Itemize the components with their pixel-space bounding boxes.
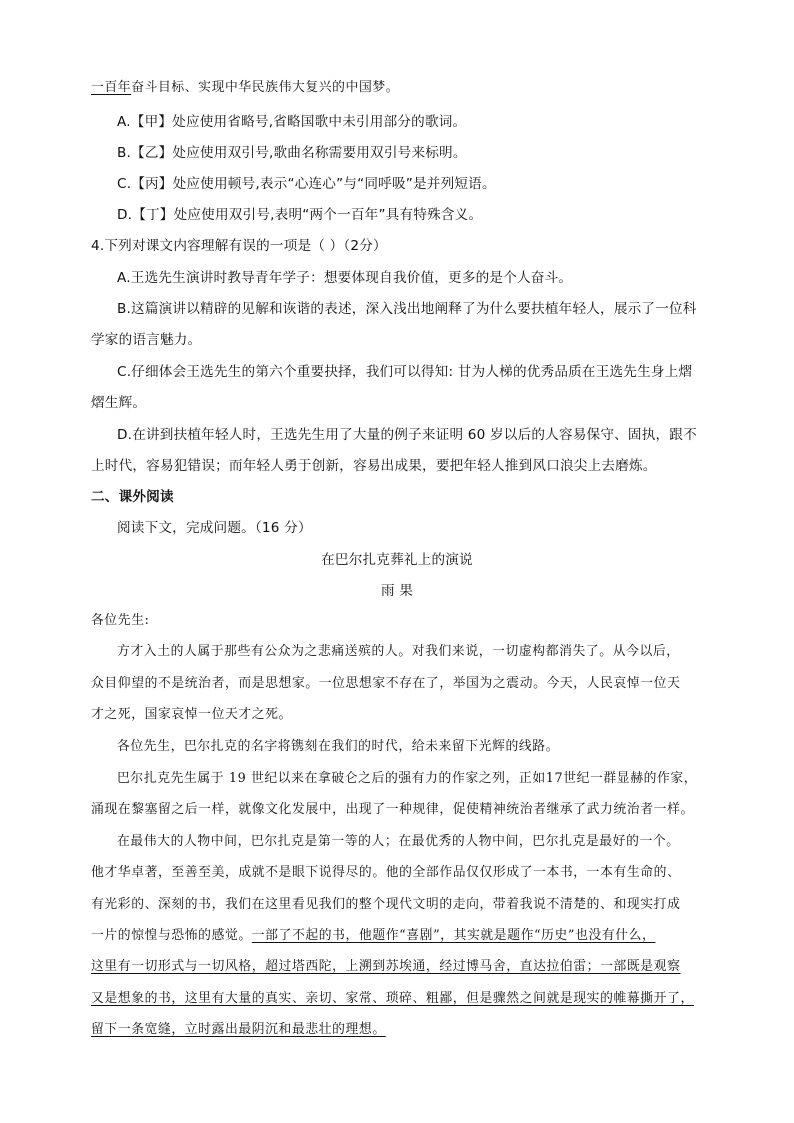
q4-option-d-line2: 上时代，容易犯错误；而年轻人勇于创新，容易出成果，要把年轻人推到风口浪尖上去磨炼。 [91,458,657,474]
q4-option-b-line2: 学家的语言魅力。 [91,332,202,348]
speech-p4-line5: 这里有一切形式与一切风格，超过塔西陀，上溯到苏埃通，经过博马舍，直达拉伯雷；一部既是观察 [91,959,681,974]
speech-p2-line1: 各位先生，巴尔扎克的名字将镌刻在我们的时代，给未来留下光辉的线路。 [117,739,560,754]
speech-salutation: 各位先生: [91,613,150,628]
speech-p4-line6: 又是想象的书，这里有大量的真实、亲切、家常、琐碎、粗鄙，但是骤然之间就是现实的帷幕撕开了， [91,991,694,1006]
speech-p3-line1: 巴尔扎克先生属于 19 世纪以来在拿破仑之后的强有力的作家之列，正如17世纪一群显赫的作家， [117,771,698,786]
speech-p4-line1: 在最伟大的人物中间，巴尔扎克是第一等的人；在最优秀的人物中间，巴尔扎克是最好的一个。 [117,834,680,849]
speech-p1-line3: 才之死，国家哀悼一位天才之死。 [91,707,292,722]
q3-option-a: A.【甲】处应使用省略号,省略国歌中未引用部分的歌词。 [117,114,467,130]
q4-option-c-line1: C.仔细体会王选先生的第六个重要抉择，我们可以得知: 甘为人梯的优秀品质在王选先生身上熠 [117,364,693,380]
speech-p4-line7: 留下一条宽缝，立时露出最阴沉和最悲壮的理想。 [91,1022,386,1037]
q3-option-d: D.【丁】处应使用双引号,表明“两个一百年”具有特殊含义。 [117,207,483,223]
q4-option-a: A.王选先生演讲时教导青年学子：想要体现自我价值，更多的是个人奋斗。 [117,270,573,286]
q4-option-b-line1: B.这篇演讲以精辟的见解和诙谐的表述，深入浅出地阐释了为什么要扶植年轻人，展示了一位科 [117,301,697,317]
section-heading: 二、课外阅读 [91,489,174,505]
speech-p3-line2: 涌现在黎塞留之后一样，就像文化发展中，出现了一种规律，促使精神统治者继承了武力统治者一样。 [91,802,694,817]
top-fragment-underlined: 一百年 [91,80,132,95]
article-author: 雨 果 [380,583,414,599]
speech-p4-line4 [91,926,655,946]
speech-p4-line2: 他才华卓著，至善至美，成就不是眼下说得尽的。他的全部作品仅仅形成了一本书，一本有生命的、 [91,865,681,880]
q4-stem: 4.下列对课文内容理解有误的一项是（ ）（2分） [91,238,387,254]
speech-p4-line4-underlined: 一部了不起的书，他题作“喜剧”，其实就是题作“历史”也没有什么， [251,928,656,943]
speech-p1-line1: 方才入土的人属于那些有公众为之悲痛送殡的人。对我们来说，一切虚构都消失了。从今以后， [117,644,680,659]
speech-p1-line2: 众目仰望的不是统治者，而是思想家。一位思想家不存在了，举国为之震动。今天，人民哀悼一位天 [91,676,681,691]
speech-p4-line3: 有光彩的、深刻的书，我们在这里看见我们的整个现代文明的走向，带着我说不清楚的、和现实打成 [91,897,681,912]
q3-option-c: C.【丙】处应使用顿号,表示“心连心”与“同呼吸”是并列短语。 [117,176,496,192]
top-fragment-line [91,78,399,98]
q3-option-b: B.【乙】处应使用双引号,歌曲名称需要用双引号来标明。 [117,145,467,161]
reading-instruction: 阅读下文，完成问题。（16 分） [117,520,312,536]
q4-option-d-line1: D.在讲到扶植年轻人时，王选先生用了大量的例子来证明 60 岁以后的人容易保守、固执，跟不 [117,427,697,443]
q4-option-c-line2: 熠生辉。 [91,395,147,411]
speech-p4-line4-plain: 一片的惊惶与恐怖的感觉。 [91,928,252,943]
article-title: 在巴尔扎克葬礼上的演说 [321,552,473,568]
top-fragment-text: 奋斗目标、实现中华民族伟大复兴的中国梦。 [131,80,400,95]
